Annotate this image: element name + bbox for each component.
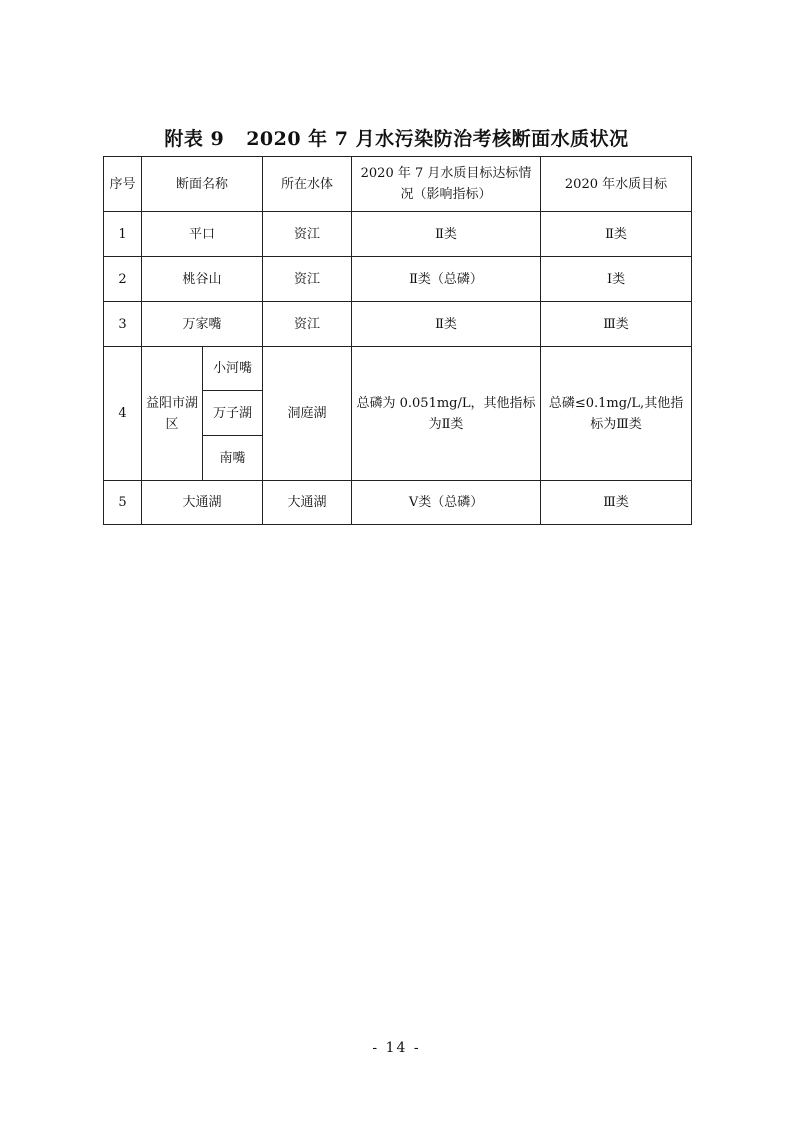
row-sub-section: 万子湖 — [203, 391, 263, 436]
row-seq: 2 — [104, 257, 142, 302]
water-quality-table — [103, 156, 692, 525]
header-target: 2020 年水质目标 — [541, 157, 692, 212]
header-water-body: 所在水体 — [263, 157, 352, 212]
row-target: Ⅱ类 — [541, 212, 692, 257]
table-label: 附表 9 — [164, 128, 225, 150]
row-water-body: 资江 — [263, 257, 352, 302]
row-target: Ⅲ类 — [541, 302, 692, 347]
row-status: Ⅴ类（总磷） — [352, 481, 541, 525]
row-target: Ⅰ类 — [541, 257, 692, 302]
row-target: Ⅲ类 — [541, 481, 692, 525]
table-title-text: 2020 年 7 月水污染防治考核断面水质状况 — [246, 128, 629, 150]
table-row — [104, 212, 692, 257]
row-water-body: 资江 — [263, 302, 352, 347]
row-status: Ⅱ类（总磷） — [352, 257, 541, 302]
table-row — [104, 302, 692, 347]
row-seq: 1 — [104, 212, 142, 257]
row-status: Ⅱ类 — [352, 212, 541, 257]
row-water-body: 大通湖 — [263, 481, 352, 525]
header-seq: 序号 — [104, 157, 142, 212]
row-sub-section: 南嘴 — [203, 436, 263, 481]
table-row — [104, 481, 692, 525]
row-water-body: 资江 — [263, 212, 352, 257]
row-section-name: 平口 — [142, 212, 263, 257]
table-row — [104, 257, 692, 302]
row-status: 总磷为 0.051mg/L，其他指标为Ⅱ类 — [352, 347, 541, 481]
row-seq: 3 — [104, 302, 142, 347]
row-status: Ⅱ类 — [352, 302, 541, 347]
row-target: 总磷≤0.1mg/L,其他指标为Ⅲ类 — [541, 347, 692, 481]
row-section-name: 大通湖 — [142, 481, 263, 525]
row-seq: 4 — [104, 347, 142, 481]
row-section-name: 万家嘴 — [142, 302, 263, 347]
table-row — [104, 347, 692, 391]
row-region: 益阳市湖区 — [142, 347, 203, 481]
row-seq: 5 — [104, 481, 142, 525]
row-section-name: 桃谷山 — [142, 257, 263, 302]
row-water-body: 洞庭湖 — [263, 347, 352, 481]
page-number: - 14 - — [372, 1040, 421, 1056]
header-status: 2020 年 7 月水质目标达标情况（影响指标） — [352, 157, 541, 212]
header-section-name: 断面名称 — [142, 157, 263, 212]
row-sub-section: 小河嘴 — [203, 347, 263, 391]
table-header-row — [104, 157, 692, 212]
page-title — [0, 124, 793, 151]
